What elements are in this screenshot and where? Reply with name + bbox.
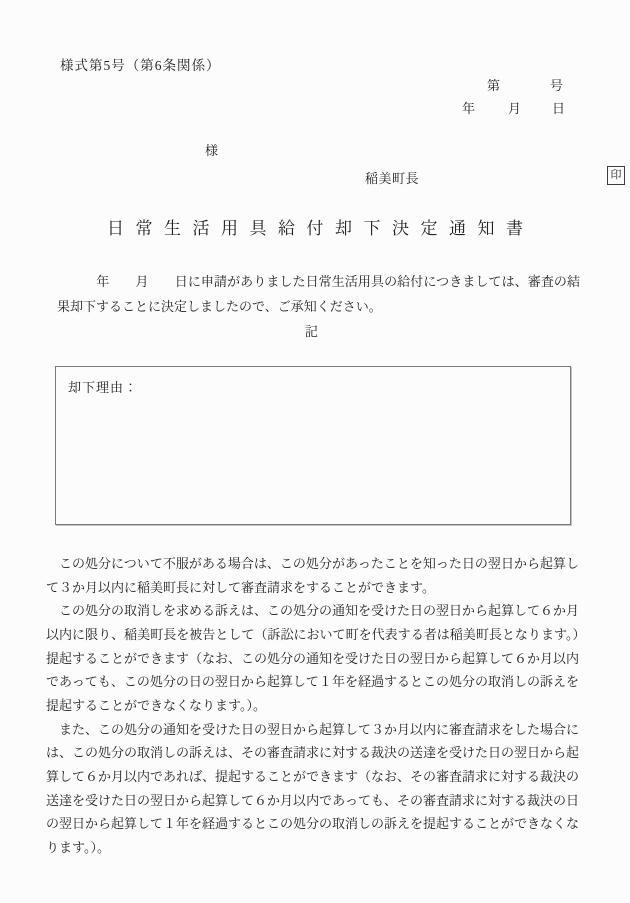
issue-date-day-label: 日 [552,101,566,116]
appeal-paragraph: この処分について不服がある場合は、この処分があったことを知った日の翌日から起算して３か月以内に稲美町長に対して審査請求をすることができます。 [46,556,579,595]
seal-mark-icon: 印 [607,166,625,185]
appeal-paragraph: この処分の取消しを求める訴えは、この処分の通知を受けた日の翌日から起算して６か月以内に限り、稲美町長を被告として（訴訟において町を代表する者は稲美町長となります。）提起することができます（なお、この処分の通知を受けた日の翌日から起算して６か月以内であっても、この処分の日の翌日から起算して１年を経過するとこの処分の取消しの訴えを提起することができなくなります。）。 [46,603,580,713]
issue-number-prefix: 第 [487,78,501,93]
intro-paragraph: 年 月 日に申請がありました日常生活用具の給付につきましては、審査の結果却下することに決定しましたので、ご承知ください。 [57,274,580,314]
form-number: 様式第5号（第6条関係） [60,58,221,73]
appeal-instructions [46,552,579,860]
appeal-paragraph: また、この処分の通知を受けた日の翌日から起算して３か月以内に審査請求をした場合には、この処分の取消しの訴えは、その審査請求に対する裁決の送達を受けた日の翌日から起算して６か月以内であれば、提起することができます（なお、その審査請求に対する裁決の送達を受けた日の翌日から起算して６か月以内であっても、その審査請求に対する裁決の日の翌日から起算して１年を経過するとこの処分の取消しの訴えを提起することができなくなります。）。 [46,721,580,855]
rejection-reason-box [55,366,571,525]
issue-date-month-label: 月 [508,101,522,116]
issue-date-year-label: 年 [462,101,476,116]
rejection-reason-label: 却下理由： [68,380,139,395]
record-marker: 記 [304,324,318,339]
issuer-name: 稲美町長 [365,171,420,186]
issue-number-suffix: 号 [550,78,564,93]
document-title: 日常生活用具給付却下決定通知書 [107,219,535,238]
recipient-honorific: 様 [205,143,219,158]
